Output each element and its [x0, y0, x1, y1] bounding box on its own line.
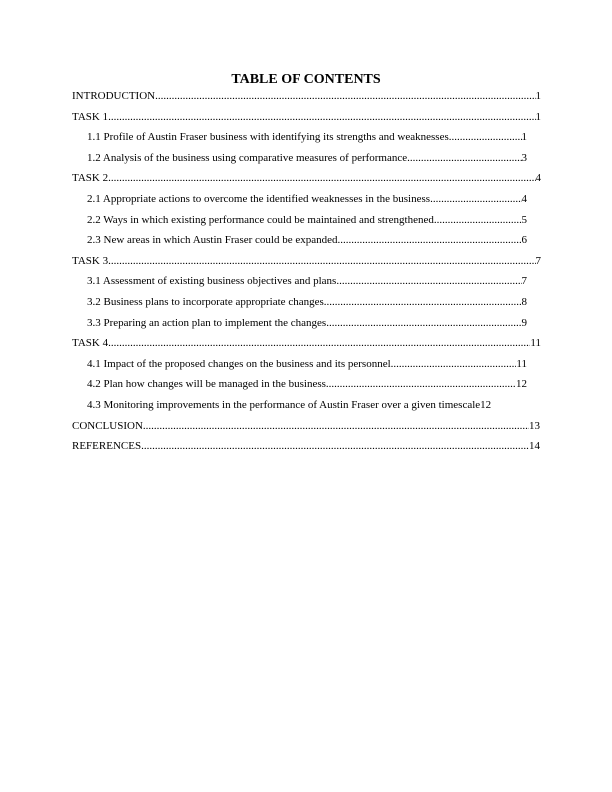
- toc-entry-label: 2.2 Ways in which existing performance could be maintained and strengthened: [87, 213, 434, 226]
- toc-entry-label: TASK 4: [72, 337, 109, 350]
- toc-entry-page: 4: [535, 172, 541, 185]
- toc-entry-3-1[interactable]: [87, 271, 527, 292]
- toc-dot-leader: [449, 127, 522, 148]
- toc-entry-page: 14: [529, 440, 540, 453]
- toc-entry-label: 4.2 Plan how changes will be managed in the business: [87, 378, 326, 391]
- toc-entry-label: 1.1 Profile of Austin Fraser business with identifying its strengths and weaknesses: [87, 131, 449, 144]
- toc-entry-2-2[interactable]: [87, 210, 527, 231]
- toc-entry-1-2[interactable]: [87, 148, 527, 169]
- toc-dot-leader: [324, 292, 522, 313]
- toc-entry-page: 1: [521, 131, 527, 144]
- toc-entry-page: 1: [535, 90, 541, 102]
- toc-title: TABLE OF CONTENTS: [231, 72, 381, 87]
- toc-entry-page: 5: [521, 213, 527, 226]
- toc-entry-page: 12: [480, 398, 492, 411]
- toc-entry-label: 2.3 New areas in which Austin Fraser could be expanded: [87, 234, 338, 247]
- toc-entry-introduction[interactable]: [72, 86, 541, 107]
- toc-entry-label: 3.1 Assessment of existing business objectives and plans: [87, 275, 337, 288]
- toc-entry-2-3[interactable]: [87, 230, 527, 251]
- toc-entry-task-3[interactable]: [72, 251, 541, 272]
- toc-entry-task-1[interactable]: [72, 107, 541, 128]
- toc-entry-label: 2.1 Appropriate actions to overcome the identified weaknesses in the business: [87, 192, 431, 205]
- toc-entry-label: TASK 2: [72, 172, 109, 185]
- toc-entry-3-3[interactable]: [87, 313, 527, 334]
- toc-dot-leader: [108, 168, 535, 189]
- toc-dot-leader: [108, 333, 530, 354]
- toc-entry-label: 4.1 Impact of the proposed changes on the business and its personnel: [87, 357, 391, 370]
- toc-dot-leader: [407, 148, 521, 169]
- toc-entry-label: 3.2 Business plans to incorporate appropriate changes: [87, 295, 324, 308]
- toc-entry-page: 11: [516, 357, 527, 370]
- toc-dot-leader: [338, 230, 522, 251]
- toc-entry-page: 12: [516, 378, 527, 391]
- toc-entry-page: 4: [521, 192, 527, 205]
- toc-entry-page: 11: [530, 337, 541, 350]
- toc-entry-label: 3.3 Preparing an action plan to implement the changes: [87, 316, 327, 329]
- toc-entry-task-2[interactable]: [72, 168, 541, 189]
- toc-entry-4-3[interactable]: [87, 395, 527, 416]
- toc-entry-4-1[interactable]: [87, 354, 527, 375]
- toc-entry-references[interactable]: [72, 436, 540, 457]
- toc-dot-leader: [108, 251, 535, 272]
- toc-entry-3-2[interactable]: [87, 292, 527, 313]
- toc-entry-label: 4.3 Monitoring improvements in the performance of Austin Fraser over a given timescale: [87, 398, 481, 411]
- toc-entry-page: 1: [535, 110, 541, 123]
- toc-entry-label: CONCLUSION: [72, 419, 143, 432]
- toc-entry-1-1[interactable]: [87, 127, 527, 148]
- toc-dot-leader: [326, 313, 521, 334]
- toc-dot-leader: [326, 374, 516, 395]
- toc-entry-page: 9: [521, 316, 527, 329]
- toc-dot-leader: [430, 189, 521, 210]
- toc-dot-leader: [391, 354, 517, 375]
- toc-entry-page: 8: [521, 295, 527, 308]
- toc-entry-4-2[interactable]: [87, 374, 527, 395]
- toc-entry-label: TASK 1: [72, 110, 109, 123]
- toc-entry-2-1[interactable]: [87, 189, 527, 210]
- toc-entry-page: 6: [521, 234, 527, 247]
- toc-dot-leader: [336, 271, 521, 292]
- toc-entry-label: TASK 3: [72, 254, 109, 267]
- toc-entry-label: REFERENCES: [72, 440, 142, 453]
- toc-entry-task-4[interactable]: [72, 333, 541, 354]
- toc-list: [0, 86, 612, 457]
- toc-dot-leader: [143, 416, 529, 437]
- toc-dot-leader: [108, 107, 535, 128]
- toc-entry-page: 7: [521, 275, 527, 288]
- toc-entry-label: INTRODUCTION: [72, 90, 156, 102]
- toc-dot-leader: [141, 436, 529, 457]
- toc-entry-page: 7: [535, 254, 541, 267]
- toc-entry-conclusion[interactable]: [72, 416, 540, 437]
- toc-entry-page: 3: [521, 151, 527, 164]
- toc-dot-leader: [155, 86, 535, 107]
- toc-entry-page: 13: [529, 419, 540, 432]
- toc-entry-label: 1.2 Analysis of the business using comparative measures of performance: [87, 151, 408, 164]
- toc-dot-leader: [434, 210, 522, 231]
